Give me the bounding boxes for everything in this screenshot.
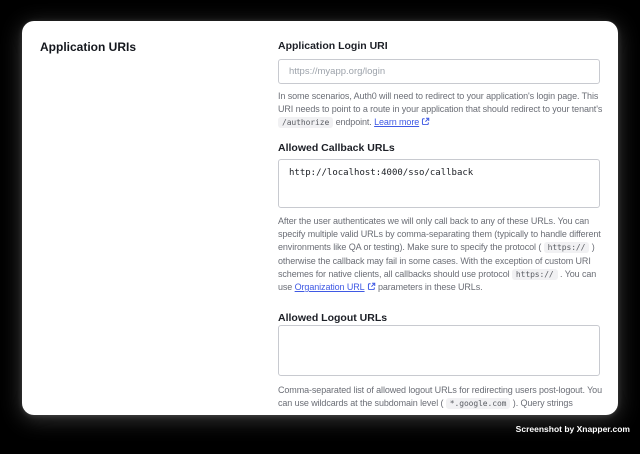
inline-code-chip: /authorize bbox=[278, 117, 333, 128]
callback-urls-textarea[interactable] bbox=[278, 159, 600, 208]
logout-urls-textarea[interactable] bbox=[278, 325, 600, 376]
login-uri-label: Application Login URI bbox=[278, 40, 388, 52]
learn-more-link[interactable]: Learn more bbox=[374, 117, 420, 128]
inline-code-chip: https:// bbox=[512, 269, 558, 280]
external-link-icon bbox=[367, 282, 376, 291]
settings-card bbox=[22, 21, 618, 415]
external-link-icon bbox=[421, 117, 430, 126]
callback-urls-label: Allowed Callback URLs bbox=[278, 142, 395, 154]
section-title: Application URIs bbox=[40, 40, 137, 54]
inline-code-chip: https:// bbox=[544, 242, 590, 253]
logout-urls-help-text: Comma-separated list of allowed logout URLs for redirecting users post-logout. You can use wildcards at the subdomain level ( *.google.com ). Query strings bbox=[278, 385, 602, 409]
login-uri-input[interactable] bbox=[278, 59, 600, 84]
organization-url-link[interactable]: Organization URL bbox=[294, 282, 365, 293]
inline-code-chip: *.google.com bbox=[446, 398, 511, 409]
callback-urls-help-text: After the user authenticates we will only call back to any of these URLs. You can specify multiple valid URLs by comma-separating them (typically to handle different environments like QA or testing). Make sure to specify the protocol ( https:// ) otherwise the callback may fail in some cases. With the exception of custom URI schemes for native clients, all callbacks should use protocol https:// . You can use Organization URL parameters in these URLs. bbox=[278, 216, 601, 293]
xnapper-watermark: Screenshot by Xnapper.com bbox=[515, 424, 630, 434]
login-uri-help-text: In some scenarios, Auth0 will need to redirect to your application's login page. This URI needs to point to a route in your application that should redirect to your tenant's /authorize endpoint. Learn more bbox=[278, 91, 603, 128]
logout-urls-label: Allowed Logout URLs bbox=[278, 312, 388, 324]
